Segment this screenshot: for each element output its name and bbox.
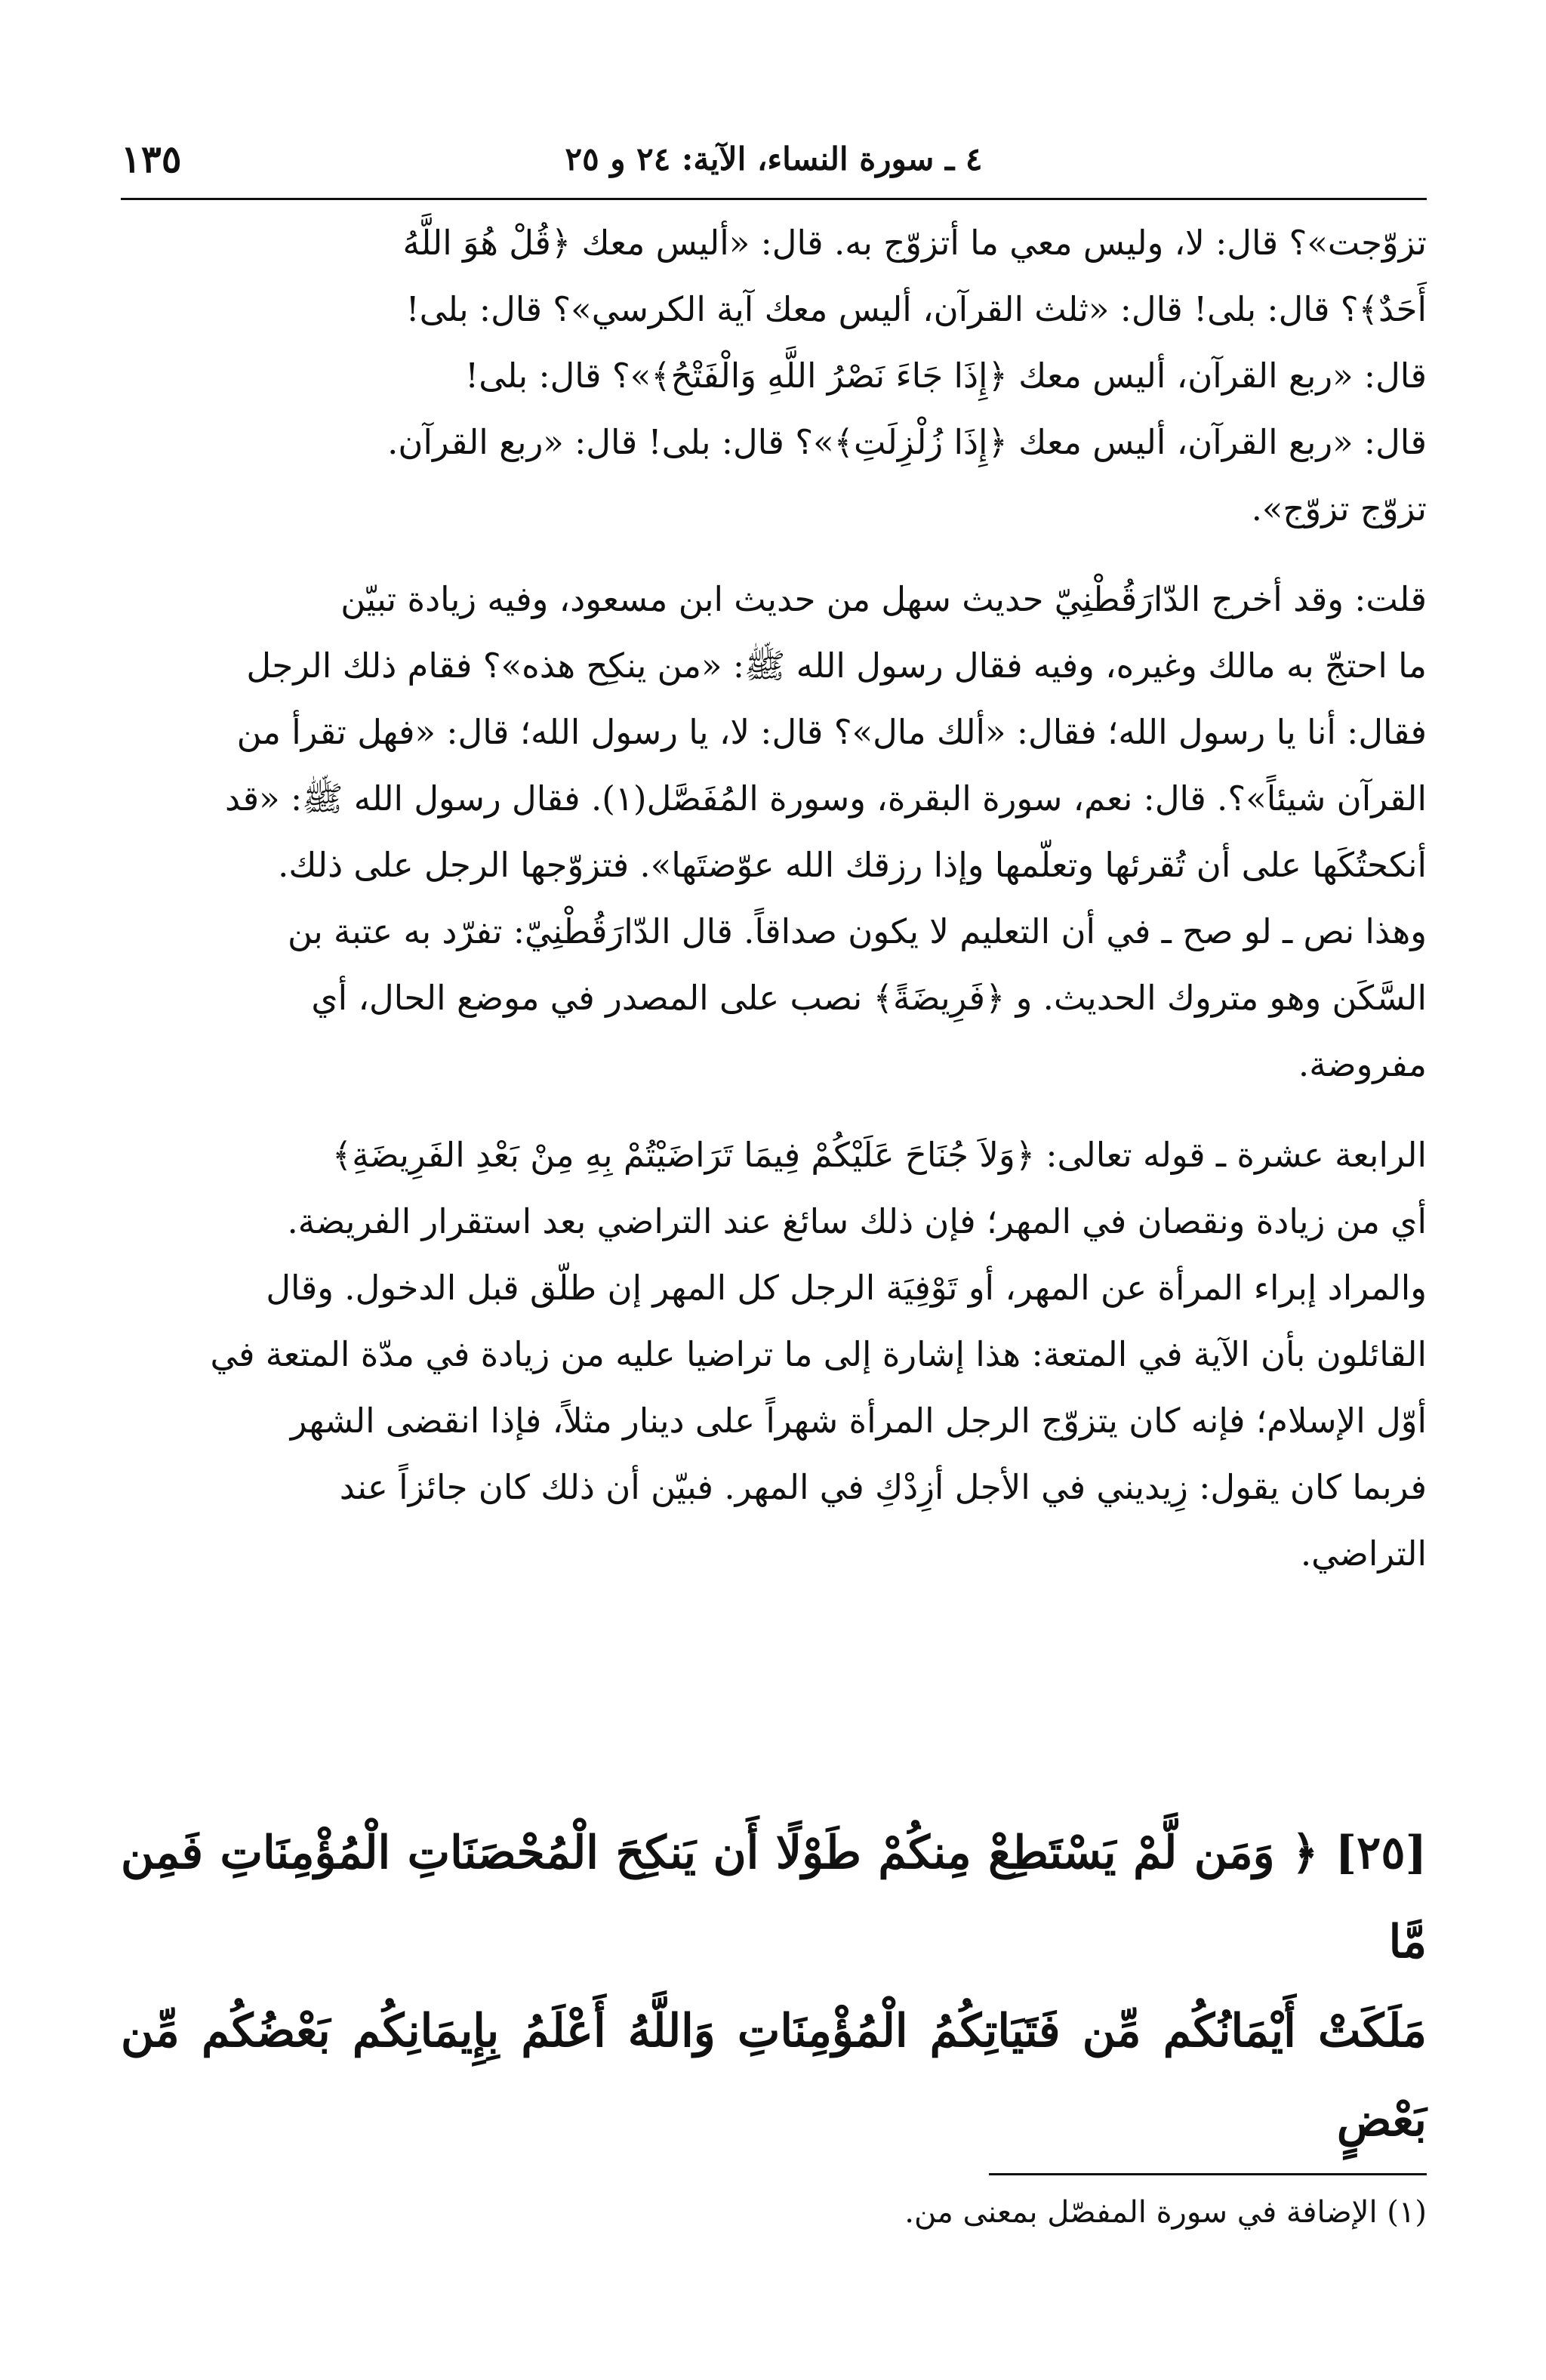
running-title: ٤ ـ سورة النساء، الآية: ٢٤ و ٢٥ — [565, 140, 983, 177]
page-number: ١٣٥ — [121, 136, 182, 181]
footnote-rule — [989, 2173, 1427, 2175]
verse-number: [٢٥] — [1335, 1827, 1427, 1879]
verse-text: ﴿ وَمَن لَّمْ يَسْتَطِعْ مِنكُمْ طَوْلًا أَن يَنكِحَ الْمُحْصَنَاتِ الْمُؤْمِنَاتِ فَمِن مَّا مَلَكَتْ أَيْمَانُكُم مِّن فَتَيَاتِكُمُ الْمُؤْمِنَاتِ وَاللَّهُ أَعْلَمُ بِإِيمَانِكُم بَعْضُكُم مِّن بَعْضٍ — [121, 1827, 1427, 2147]
header-rule — [121, 198, 1427, 200]
page-header — [121, 128, 1427, 189]
paragraph-fourteenth-issue: الرابعة عشرة ـ قوله تعالى: ﴿وَلاَ جُنَاحَ عَلَيْكُمْ فِيمَا تَرَاضَيْتُمْ بِهِ مِنْ بَعْدِ الفَرِيضَةِ﴾ أي من زيادة ونقصان في المهر؛ فإن ذلك سائغ عند التراضي بعد استقرار الفريضة. والمراد إبراء المرأة عن المهر، أو تَوْفِيَة الرجل كل المهر إن طلّق قبل الدخول. وقال القائلون بأن الآية في المتعة: هذا إشارة إلى ما تراضيا عليه من زيادة في مدّة المتعة في أوّل الإسلام؛ فإنه كان يتزوّج الرجل المرأة شهراً على دينار مثلاً، فإذا انقضى الشهر فربما كان يقول: زِيديني في الأجل أزِدْكِ في المهر. فبيّن أن ذلك كان جائزاً عند التراضي. — [210, 1135, 1427, 1574]
paragraph-hadith-continuation: تزوّجت»؟ قال: لا، وليس معي ما أتزوّج به. قال: «أليس معك ﴿قُلْ هُوَ اللَّهُ أَحَدٌ﴾؟ قال: بلى! قال: «ثلث القرآن، أليس معك آية الكرسي»؟ قال: بلى! قال: «ربع القرآن، أليس معك ﴿إِذَا جَاءَ نَصْرُ اللَّهِ وَالْفَتْحُ﴾»؟ قال: بلى! قال: «ربع القرآن، أليس معك ﴿إِذَا زُلْزِلَتِ﴾»؟ قال: بلى! قال: «ربع القرآن. تزوّج تزوّج». — [387, 223, 1427, 529]
quran-verse-block — [121, 1808, 1427, 2165]
footnote: (١) الإضافة في سورة المفصّل بمعنى من. — [904, 2195, 1427, 2230]
paragraph-daraqutni: قلت: وقد أخرج الدّارَقُطْنِيّ حديث سهل من حديث ابن مسعود، وفيه زيادة تبيّن ما احتجّ به مالك وغيره، وفيه فقال رسول الله ﷺ: «من ينكِح هذه»؟ فقام ذلك الرجل فقال: أنا يا رسول الله؛ فقال: «ألك مال»؟ قال: لا، يا رسول الله؛ قال: «فهل تقرأ من القرآن شيئاً»؟. قال: نعم، سورة البقرة، وسورة المُفَصَّل(١). فقال رسول الله ﷺ: «قد أنكحتُكَها على أن تُقرئها وتعلّمها وإذا رزقك الله عوّضتَها». فتزوّجها الرجل على ذلك. وهذا نص ـ لو صح ـ في أن التعليم لا يكون صداقاً. قال الدّارَقُطْنِيّ: تفرّد به عتبة بن السَّكَن وهو متروك الحديث. و ﴿فَرِيضَةً﴾ نصب على المصدر في موضع الحال، أي مفروضة. — [225, 579, 1427, 1084]
commentary-text — [121, 210, 1427, 1587]
